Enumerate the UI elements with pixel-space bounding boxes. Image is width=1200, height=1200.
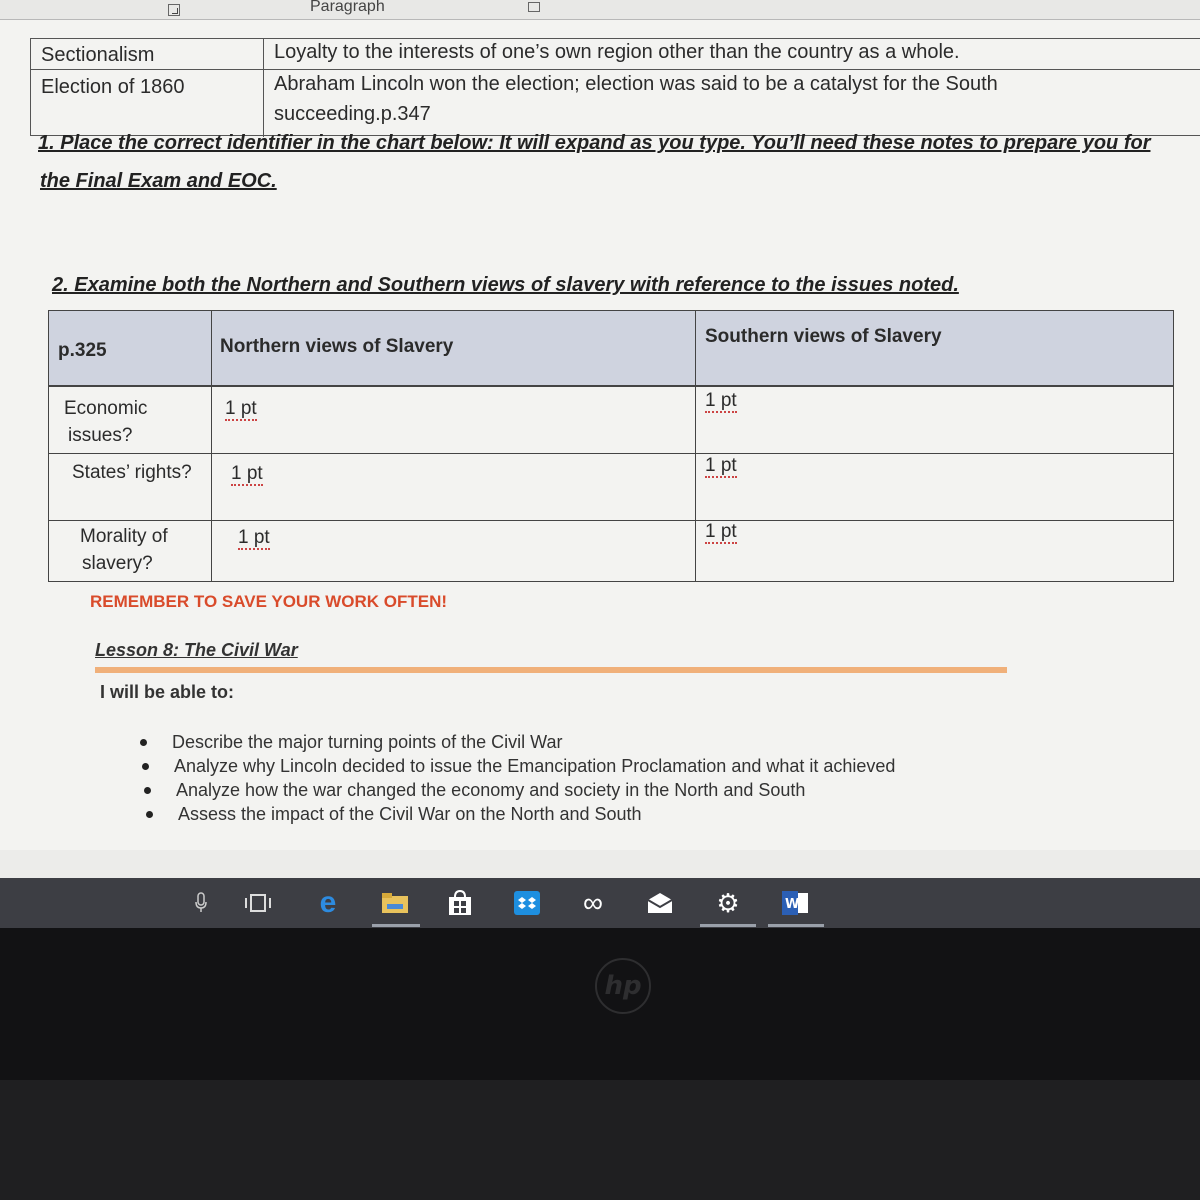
hp-logo: hp: [595, 958, 651, 1014]
taskbar: [0, 878, 1200, 928]
definition-sectionalism[interactable]: Loyalty to the interests of one’s own region other than the country as a whole.: [274, 41, 960, 63]
south-economic-cell[interactable]: 1 pt: [705, 390, 737, 411]
store-icon[interactable]: [445, 888, 475, 918]
term-election-1860[interactable]: Election of 1860: [41, 76, 185, 98]
infinity-icon[interactable]: ∞: [583, 887, 603, 918]
save-reminder[interactable]: REMEMBER TO SAVE YOUR WORK OFTEN!: [90, 592, 448, 611]
north-economic-cell[interactable]: 1 pt: [225, 398, 257, 419]
south-morality-cell[interactable]: 1 pt: [705, 521, 737, 542]
term-sectionalism[interactable]: Sectionalism: [41, 44, 155, 66]
row-morality-label-2[interactable]: slavery?: [82, 553, 153, 574]
south-states-rights-cell[interactable]: 1 pt: [705, 455, 737, 476]
edge-icon[interactable]: e: [319, 886, 337, 919]
definitions-table: [30, 38, 1200, 136]
dropbox-icon[interactable]: [512, 888, 542, 918]
task-view-icon[interactable]: [243, 888, 273, 918]
word-icon[interactable]: [780, 888, 810, 918]
row-economic-label-2[interactable]: issues?: [68, 425, 133, 446]
lesson-intro[interactable]: I will be able to:: [100, 682, 235, 702]
header-northern-views[interactable]: Northern views of Slavery: [220, 336, 454, 357]
row-states-rights-label[interactable]: States’ rights?: [72, 462, 192, 483]
question-2[interactable]: 2. Examine both the Northern and Southern views of slavery with reference to the issues noted.: [52, 274, 959, 296]
svg-text:W: W: [785, 897, 800, 912]
slavery-views-table: [48, 310, 1174, 582]
table-header-row: [48, 310, 1174, 386]
document-page[interactable]: Sectionalism Loyalty to the interests of one’s own region other than the country as a whole. Election of 1860 Abraham Lincoln won the election; election was said to be a catalyst for the South succeeding.p.347 1. Place the correct identifier in the chart below: It will expand as you type. You’ll need these notes to prepare you for the Final Exam and EOC. 2. Examine both the Northern and Southern views of slavery with reference to the issues noted. p.325 Northern views of Slavery Southern views of Slavery Economic issues? 1 pt 1 pt States’ rights? 1 pt 1 pt Morality of slavery? 1 pt 1 pt REMEMBER TO SAVE YOUR WORK OFTEN! Lesson 8: The Civil War I will be able to: Describe the major turning points of the Civil War Analyze why Lincoln decided to issue the Emancipation Proclamation and what it achieved Analyze how the war changed the economy and society in the North and South Assess the impact of the Civil War on the North and South: [0, 20, 1200, 850]
settings-icon[interactable]: ⚙: [716, 887, 740, 918]
definition-election-1860-line1[interactable]: Abraham Lincoln won the election; election was said to be a catalyst for the South: [274, 73, 998, 95]
bullet-icon: [140, 739, 147, 746]
mail-icon[interactable]: [645, 888, 675, 918]
north-states-rights-cell[interactable]: 1 pt: [231, 463, 263, 484]
microphone-icon[interactable]: [186, 888, 216, 918]
file-explorer-icon[interactable]: [380, 888, 410, 918]
row-economic-label-1[interactable]: Economic: [64, 398, 148, 419]
row-morality-label-1[interactable]: Morality of: [80, 526, 168, 547]
bullet-icon: [146, 811, 153, 818]
lesson-divider: [95, 667, 1007, 673]
header-page-ref[interactable]: p.325: [58, 340, 107, 361]
header-southern-views[interactable]: Southern views of Slavery: [705, 326, 942, 347]
definition-election-1860-line2[interactable]: succeeding.p.347: [274, 103, 431, 125]
bullet-icon: [144, 787, 151, 794]
dialog-launcher-icon[interactable]: [168, 4, 180, 16]
north-morality-cell[interactable]: 1 pt: [238, 527, 270, 548]
ribbon-group-paragraph: Paragraph: [310, 0, 385, 15]
bullet-icon: [142, 763, 149, 770]
question-1-line2[interactable]: the Final Exam and EOC.: [40, 170, 277, 192]
question-1-line1[interactable]: 1. Place the correct identifier in the chart below: It will expand as you type. You’ll need these notes to prepare you for: [38, 132, 1151, 154]
lesson-title[interactable]: Lesson 8: The Civil War: [95, 640, 298, 660]
ribbon-strip: [0, 0, 1200, 20]
dialog-launcher-icon[interactable]: [528, 2, 540, 12]
laptop-keyboard-deck: [0, 1080, 1200, 1200]
